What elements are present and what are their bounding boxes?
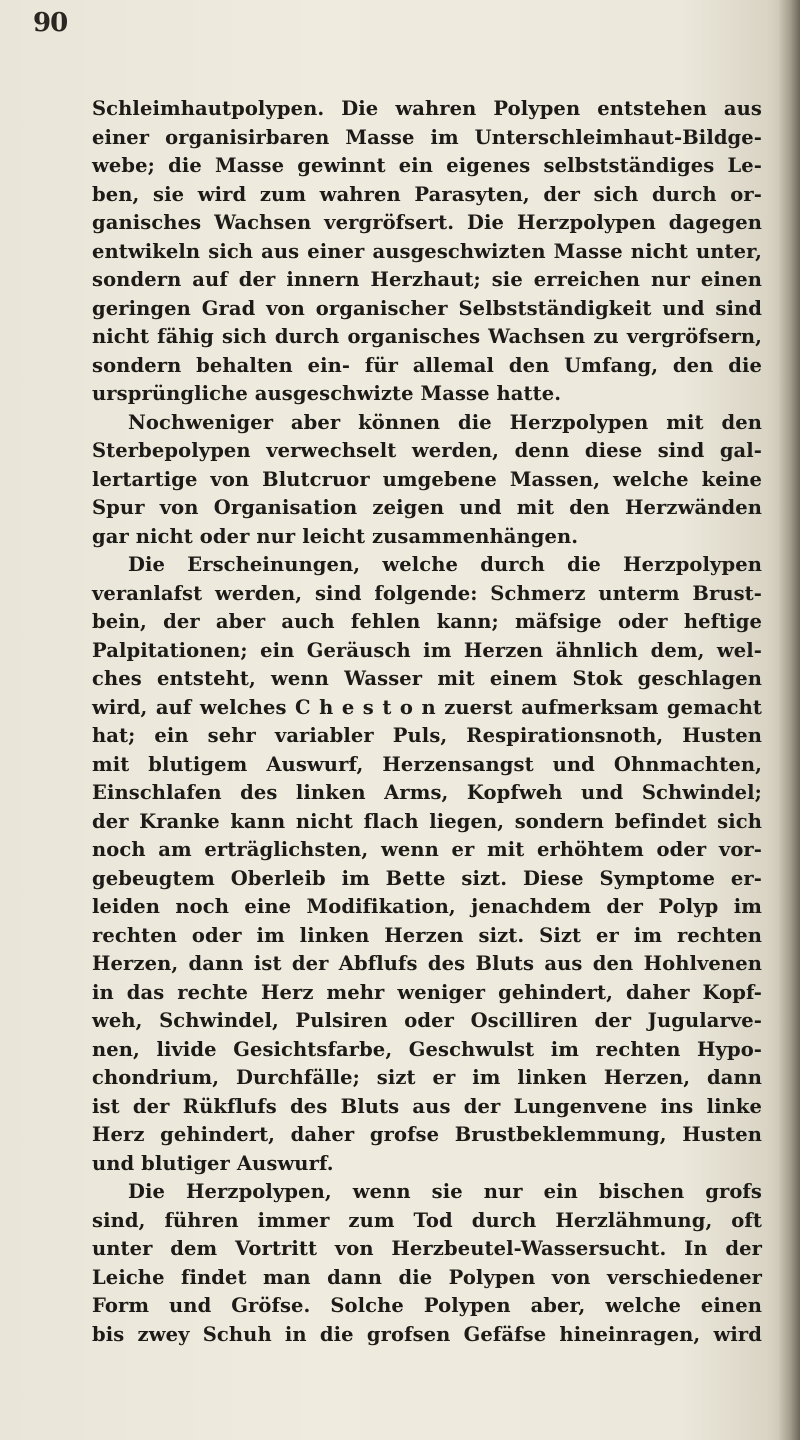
text-line: Nochweniger aber können die Herzpolypen mit den: [128, 410, 762, 434]
text-line: webe; die Masse gewinnt ein eigenes selbstständiges Le-: [92, 154, 762, 177]
text-line: Form und Gröfse. Solche Polypen aber, welche einen: [92, 1294, 762, 1317]
text-line: veranlafst werden, sind folgende: Schmerz unterm Brust-: [92, 581, 762, 605]
text-line: geringen Grad von organischer Selbstständigkeit und sind: [92, 296, 762, 320]
text-line: Schleimhautpolypen. Die wahren Polypen entstehen aus: [92, 97, 762, 120]
text-line: gebeugtem Oberleib im Bette sizt. Diese Symptome er-: [92, 866, 762, 890]
text-line: Palpitationen; ein Geräusch im Herzen ähnlich dem, wel-: [92, 638, 762, 662]
text-line: Die Herzpolypen, wenn sie nur ein bischen grofs: [128, 1180, 762, 1203]
text-line: ganisches Wachsen vergröfsert. Die Herzpolypen dagegen: [92, 211, 762, 234]
page-number: 90: [33, 8, 68, 38]
text-line: weh, Schwindel, Pulsiren oder Oscilliren der Jugularve-: [92, 1009, 762, 1032]
text-line: Herz gehindert, daher grofse Brustbeklemmung, Husten: [92, 1123, 762, 1146]
text-line: der Kranke kann nicht flach liegen, sondern befindet sich: [92, 809, 762, 833]
body-text: [92, 95, 762, 1349]
text-line: sind, führen immer zum Tod durch Herzlähmung, oft: [92, 1208, 762, 1232]
page-gutter-shadow: [778, 0, 800, 1440]
text-line: Die Erscheinungen, welche durch die Herzpolypen: [128, 553, 762, 576]
text-line: Spur von Organisation zeigen und mit den Herzwänden: [92, 496, 762, 519]
text-line: leiden noch eine Modifikation, jenachdem der Polyp im: [92, 895, 762, 918]
text-line: lertartige von Blutcruor umgebene Massen, welche keine: [92, 467, 762, 491]
text-line: einer organisirbaren Masse im Unterschleimhaut-Bildge-: [92, 125, 762, 149]
text-line: sondern behalten ein- für allemal den Umfang, den die: [92, 353, 762, 377]
text-line: Leiche findet man dann die Polypen von verschiedener: [92, 1265, 762, 1289]
text-line: rechten oder im linken Herzen sizt. Sizt er im rechten: [92, 923, 762, 947]
text-line: noch am erträglichsten, wenn er mit erhöhtem oder vor-: [92, 838, 762, 861]
text-line: ches entsteht, wenn Wasser mit einem Stok geschlagen: [92, 667, 762, 690]
text-line: Herzen, dann ist der Abflufs des Bluts aus den Hohlvenen: [92, 952, 762, 975]
text-line: mit blutigem Auswurf, Herzensangst und Ohnmachten,: [92, 752, 762, 776]
text-line: ben, sie wird zum wahren Parasyten, der sich durch or-: [92, 182, 762, 206]
text-line: chondrium, Durchfälle; sizt er im linken Herzen, dann: [92, 1066, 762, 1089]
text-line: entwikeln sich aus einer ausgeschwizten Masse nicht unter,: [92, 239, 762, 263]
text-line: unter dem Vortritt von Herzbeutel-Wassersucht. In der: [92, 1237, 762, 1260]
text-line: sondern auf der innern Herzhaut; sie erreichen nur einen: [92, 268, 762, 291]
text-line: gar nicht oder nur leicht zusammenhängen.: [92, 524, 579, 548]
text-line: und blutiger Auswurf.: [92, 1151, 334, 1175]
text-line: in das rechte Herz mehr weniger gehindert, daher Kopf-: [92, 980, 762, 1004]
text-line: ursprüngliche ausgeschwizte Masse hatte.: [92, 382, 562, 405]
text-line: bis zwey Schuh in die grofsen Gefäfse hineinragen, wird: [92, 1322, 762, 1346]
text-line: nen, livide Gesichtsfarbe, Geschwulst im rechten Hypo-: [92, 1037, 762, 1061]
text-line: wird, auf welches C h e s t o n zuerst aufmerksam gemacht: [92, 695, 762, 719]
text-line: bein, der aber auch fehlen kann; mäfsige oder heftige: [92, 610, 762, 633]
text-line: hat; ein sehr variabler Puls, Respirationsnoth, Husten: [92, 724, 762, 747]
text-line: Einschlafen des linken Arms, Kopfweh und Schwindel;: [92, 781, 762, 804]
text-line: Sterbepolypen verwechselt werden, denn diese sind gal-: [92, 439, 762, 462]
text-line: nicht fähig sich durch organisches Wachsen zu vergröfsern,: [92, 325, 762, 348]
text-line: ist der Rükflufs des Bluts aus der Lungenvene ins linke: [92, 1094, 762, 1118]
